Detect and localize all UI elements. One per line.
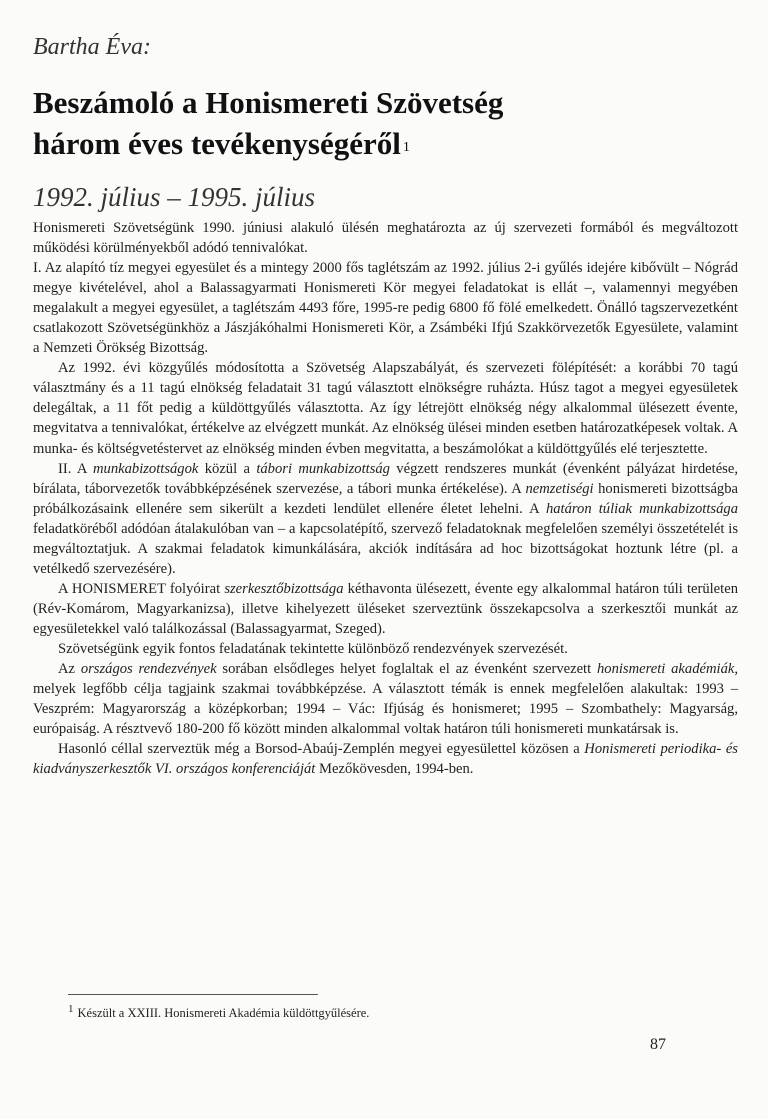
title-footnote-mark: 1 xyxy=(402,140,410,155)
text-run: Az xyxy=(58,661,81,678)
italic-term: Honismereti periodika- és kiadványszerkesztők VI. országos konferenciáját xyxy=(33,741,738,778)
paragraph-3: Az 1992. évi közgyűlés módosította a Szövetség Alapszabályát, és szervezeti fölépítését: a korábbi 70 tagú választmány és a 11 tagú elnökség feladatait 31 tagú választott elnökségre ruházta. Húsz tagot a megyei egyesületek delegáltak, a 11 főt pedig a küldöttgyűlés választotta. Az így létrejött elnökség négy alkalommal ülésezett évente, megvitatva a tennivalókat, értékelve az elvégzett munkát. Az elnökség ülései minden esetben határozatképesek voltak. A munka- és költségvetéstervet az elnökség minden évben megvitatta, a beszámolókat a küldöttgyűlés elé terjesztette. xyxy=(33,360,738,457)
text-run: A HONISMERET folyóirat xyxy=(58,580,225,597)
article-title xyxy=(33,82,733,164)
author-name: Bartha Éva: xyxy=(33,34,151,60)
title-line-1: Beszámoló a Honismereti Szövetség xyxy=(33,85,504,120)
italic-term: határon túliak munkabizottsága xyxy=(545,500,738,517)
footnote-mark: 1 xyxy=(68,1003,74,1015)
text-run: melyek legfőbb célja tagjaink szakmai továbbképzése. A választott témák is ennek megfelelően alakultak: 1993 – Veszprém: Magyarország a középkorban; 1994 – Vác: Ifjúság és honismeret; 1995 – Szombathely: Magyarság, európaiság. A résztvevő 180-200 fő között minden alkalommal voltak határon túli honismereti munkatársak is. xyxy=(33,681,738,738)
paragraph-7 xyxy=(33,659,738,739)
italic-term: honismereti akadémiák, xyxy=(596,661,738,678)
text-run: feladatköréből adódóan átalakulóban van – a kapcsolatépítő, szervező feladatoknak megfelelően személyi összetételét is megváltoztatjuk. A szakmai feladatok kimunkálására, akciók indítására ad hoc bizottságokat hoztunk létre (pl. a vetélkedő szervezésére). xyxy=(33,520,738,577)
italic-term: nemzetiségi xyxy=(525,480,594,497)
text-run: végzett rendszeres munkát (évenként pályázat hirdetése, bírálata, táborvezetők továbbképzésének szervezése, a tábori munka értékelése). A xyxy=(33,460,738,497)
text-run: közül a xyxy=(198,460,257,477)
paragraph-4 xyxy=(33,459,738,579)
article-body xyxy=(33,218,738,779)
footnote-text: Készült a XXIII. Honismereti Akadémia küldöttgyűlésére. xyxy=(77,1006,370,1021)
page-number: 87 xyxy=(650,1036,666,1053)
title-line-2: három éves tevékenységéről xyxy=(33,126,401,161)
italic-term: munkabizottságok xyxy=(92,460,199,477)
text-run: Hasonló céllal szerveztük még a Borsod-Abaúj-Zemplén megyei egyesülettel közösen a xyxy=(58,741,585,758)
footnote xyxy=(68,1003,369,1021)
text-run: sorában elsődleges helyet foglaltak el az évenként szervezett xyxy=(216,661,597,678)
text-run: II. A xyxy=(58,460,93,477)
paragraph-6: Szövetségünk egyik fontos feladatának tekintette különböző rendezvények szervezését. xyxy=(58,640,568,657)
italic-term: szerkesztőbizottsága xyxy=(224,580,344,597)
text-run: kéthavonta ülésezett, évente egy alkalommal határon túli területen (Rév-Komárom, Magyarkanizsa), illetve kihelyezett üléseket szerveztünk összekapcsolva a szerkesztői munkát az egyesületekkel való találkozással (Balassagyarmat, Szeged). xyxy=(33,580,738,637)
text-run: Mezőkövesden, 1994-ben. xyxy=(315,761,474,778)
italic-term: országos rendezvények xyxy=(80,661,217,678)
paragraph-1: Honismereti Szövetségünk 1990. júniusi alakuló ülésén meghatározta az új szervezeti formából és megváltozott működési körülményekből adódó tennivalókat. xyxy=(33,220,738,257)
italic-term: tábori munkabizottság xyxy=(256,460,390,477)
text-run: honismereti bizottságba próbálkozásaink ellenére sem sikerült a kezdeti lendület ellenére életet lehelni. A xyxy=(33,480,738,517)
paragraph-5 xyxy=(33,579,738,639)
footnote-divider xyxy=(68,994,318,995)
paragraph-8 xyxy=(33,739,738,779)
paragraph-2: I. Az alapító tíz megyei egyesület és a mintegy 2000 fős taglétszám az 1992. július 2-i gyűlés idejére kibővült – Nógrád megye kivételével, ahol a Balassagyarmati Honismereti Kör megyei feladatokat is ellát –, valamennyi megyében megalakult a megyei egyesület, a taglétszám 4493 főre, 1995-re pedig 6800 fő fölé emelkedett. Önálló tagszervezetként csatlakozott Szövetségünkhöz a Jászjákóhalmi Honismereti Kör, a Zsámbéki Ifjú Szakkörvezetők Egyesülete, valamint a Nemzeti Örökség Bizottság. xyxy=(33,260,738,357)
period-dates: 1992. július – 1995. július xyxy=(33,182,316,212)
